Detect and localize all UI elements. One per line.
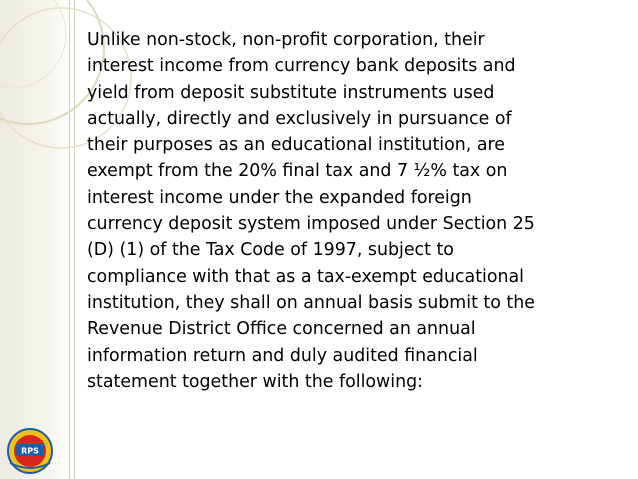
slide-paragraph: Unlike non-stock, non-profit corporation, their interest income from currency bank deposits and yield from deposit substitute instruments used actually, directly and exclusively in pursuance of their purposes as an educational institution, are exempt from the 20% final tax and 7 ½% tax on interest income under the expanded foreign currency deposit system imposed under Section 25 (D) (1) of the Tax Code of 1997, subject to compliance with that as a tax-exempt educational institution, they shall on annual basis submit to the Revenue District Office concerned an annual information return and duly audited financial statement together with the following: bbox=[87, 30, 535, 392]
logo-text: RPS bbox=[21, 446, 39, 456]
rps-logo bbox=[2, 426, 74, 476]
